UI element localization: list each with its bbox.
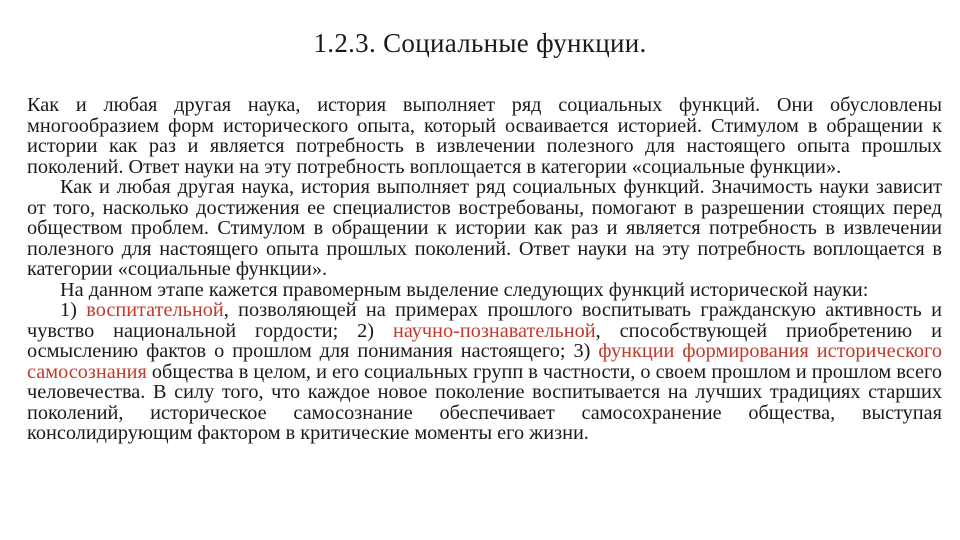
function-educational-desc: , позволяющей на примерах прошлого воспитывать гражданскую активность и чувство национальной гордости; 2)	[27, 299, 942, 342]
function-educational: воспитательной	[86, 299, 224, 321]
page-title: 1.2.3. Социальные функции.	[313, 28, 647, 58]
function-self-awareness-desc: общества в целом, и его социальных групп в частности, о своем прошлом и прошлом всего человечества. В силу того, что каждое новое поколение воспитывается на лучших традициях старших поколений, историческое самосознание обеспечивает самосохранение общества, выступая консолидирующим фактором в критические моменты его жизни.	[27, 360, 942, 444]
list-prefix-1: 1)	[60, 299, 87, 321]
function-cognitive-desc: , способствующей приобретению и осмыслению фактов о прошлом для понимания настоящего; 3)	[27, 319, 942, 362]
paragraph-3: На данном этапе кажется правомерным выделение следующих функций исторической науки:	[60, 278, 869, 301]
body-text	[27, 95, 942, 444]
function-cognitive: научно-познавательной	[392, 319, 596, 342]
paragraph-4	[27, 300, 942, 444]
paragraph-1: Как и любая другая наука, история выполняет ряд социальных функций. Они обусловлены многообразием форм исторического опыта, который осваивается историей. Стимулом в обращении к истории как раз и является потребность в извлечении полезного для настоящего опыта прошлых поколений. Ответ науки на эту потребность воплощается в категории «социальные функции».	[27, 94, 942, 178]
function-self-awareness: функции формирования исторического самосознания	[27, 340, 942, 383]
paragraph-2: Как и любая другая наука, история выполняет ряд социальных функций. Значимость науки зависит от того, насколько достижения ее специалистов востребованы, помогают в разрешении стоящих перед обществом проблем. Стимулом в обращении к истории как раз и является потребность в извлечении полезного для настоящего опыта прошлых поколений. Ответ науки на эту потребность воплощается в категории «социальные функции».	[27, 176, 942, 280]
